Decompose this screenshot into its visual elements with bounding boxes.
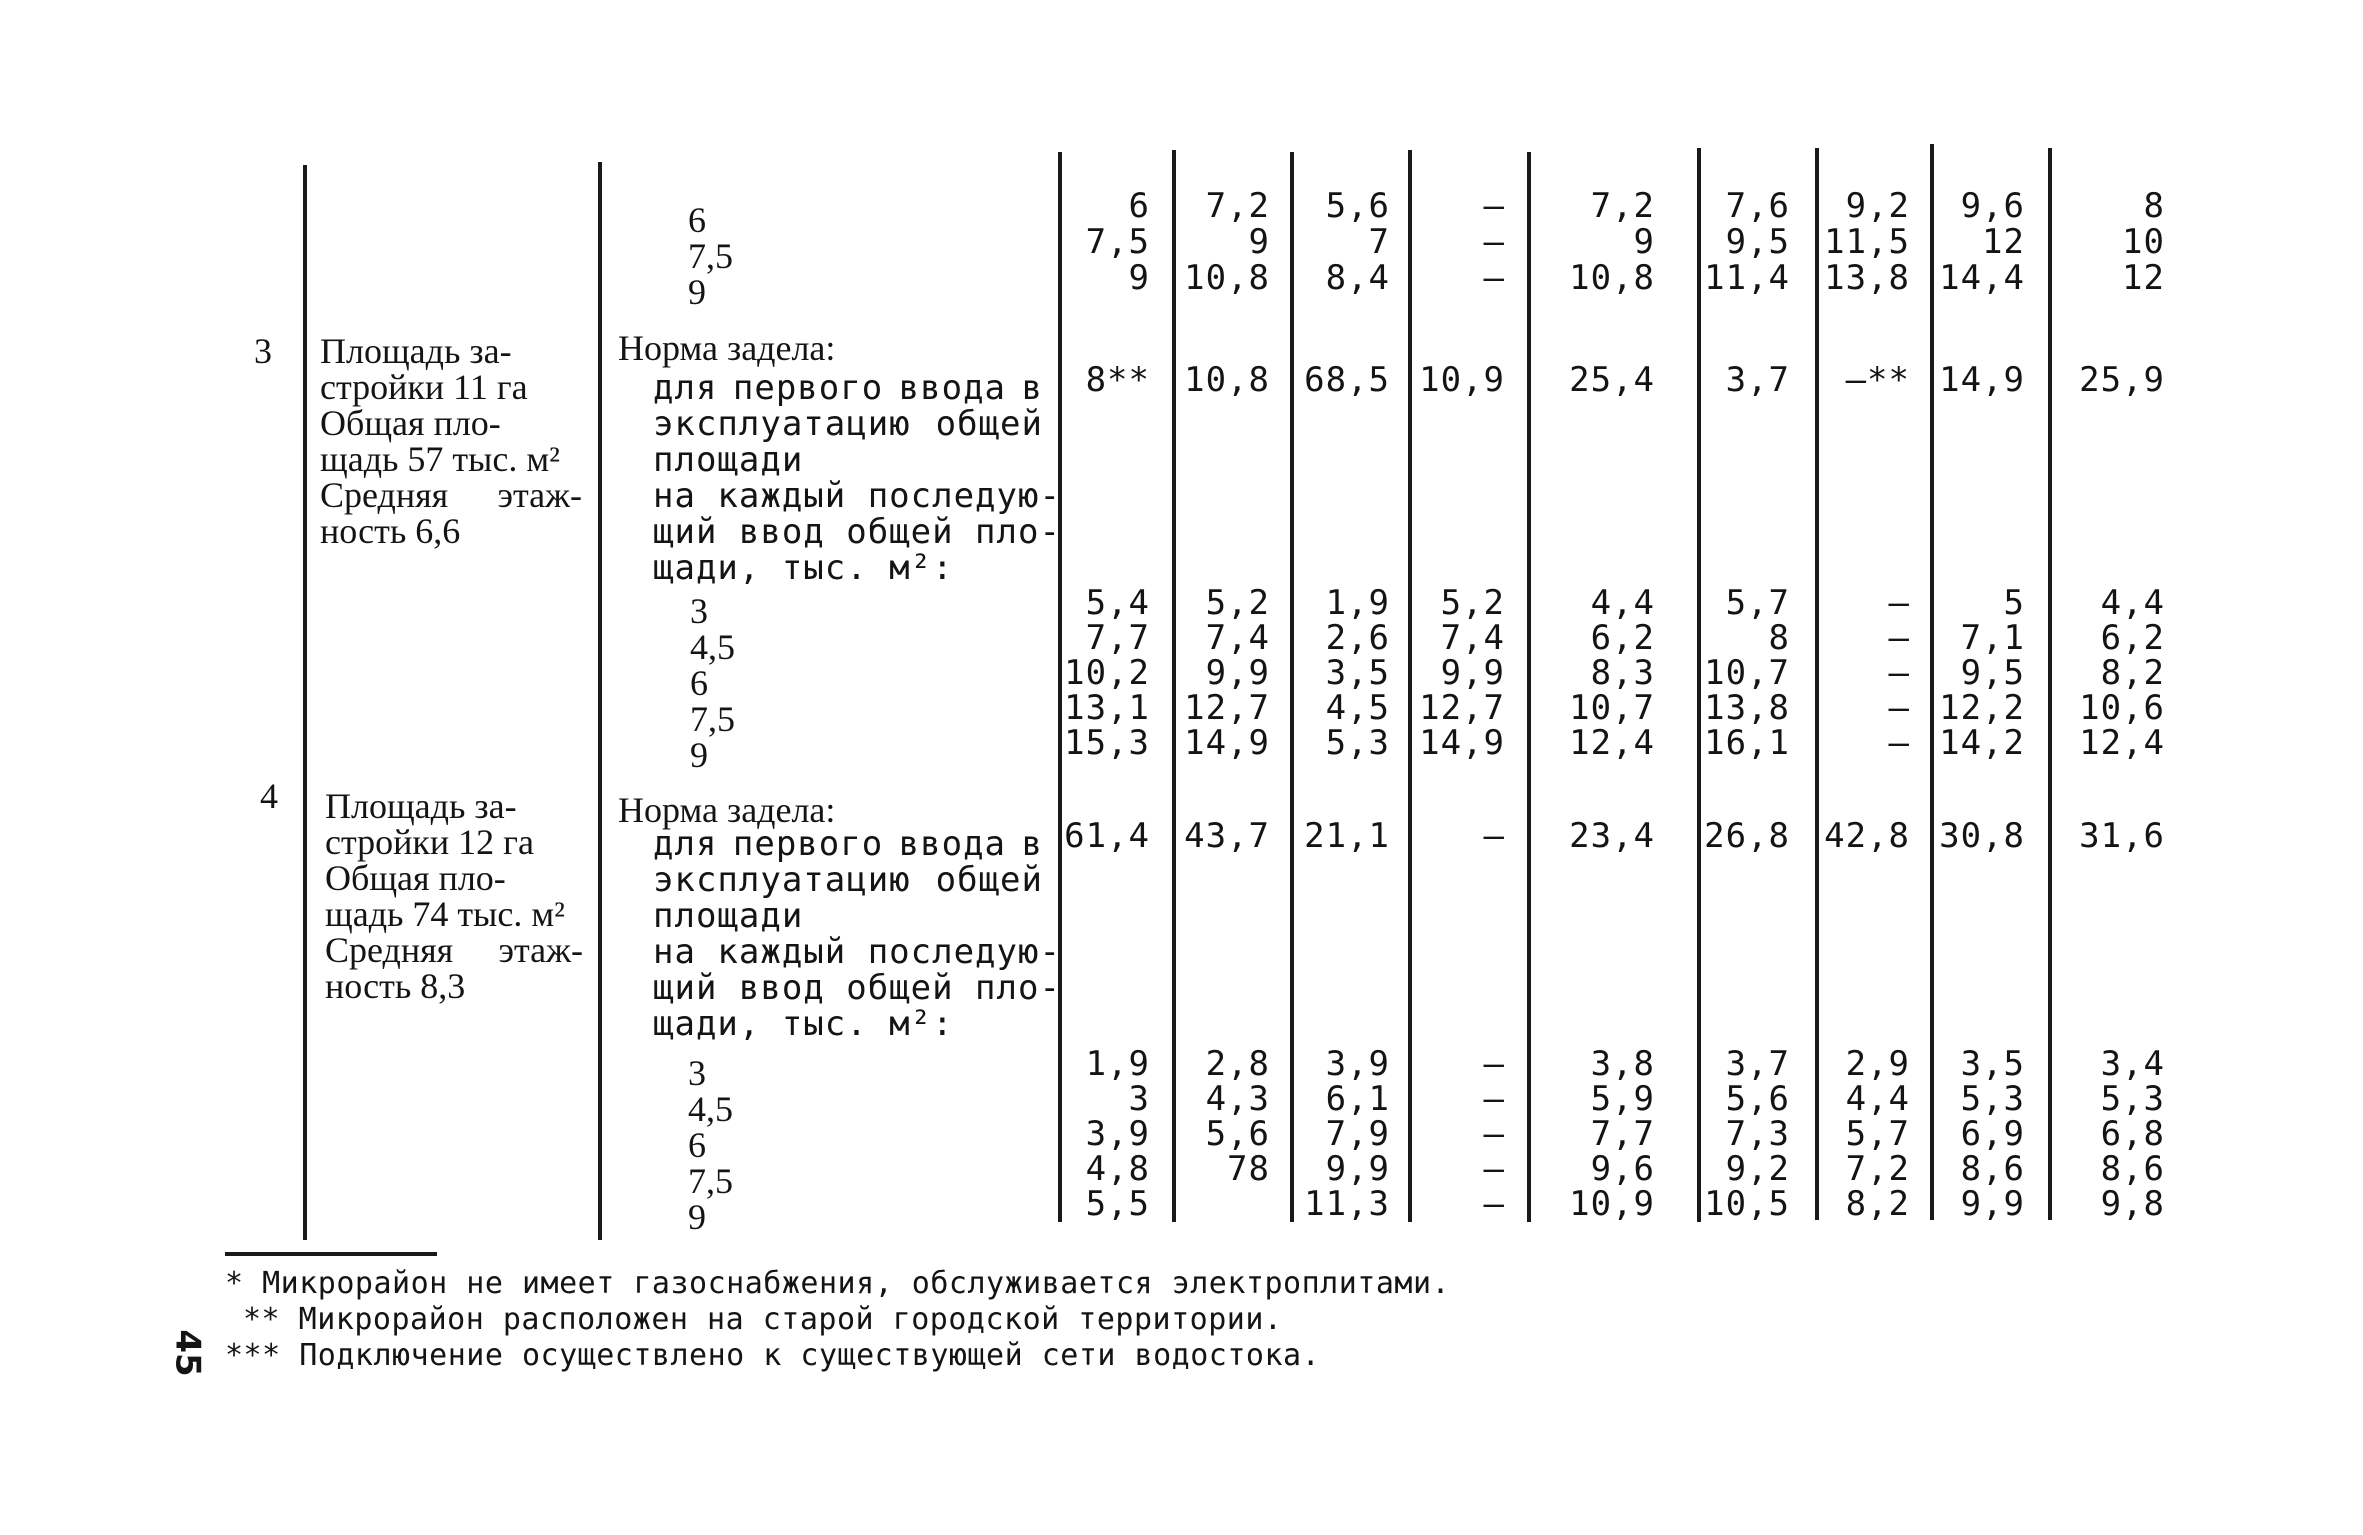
table-cell: 9,2 [1725, 1149, 1790, 1189]
first-input-label: эксплуатацию общей [653, 860, 1043, 900]
column-rule [1058, 152, 1062, 1222]
first-input-cell: 43,7 [1184, 816, 1270, 856]
table-cell: 14,9 [1419, 723, 1505, 763]
first-input-cell: 23,4 [1569, 816, 1655, 856]
table-cell: — [1483, 258, 1505, 298]
table-cell: 5,6 [1325, 186, 1390, 226]
table-cell: 12 [1982, 222, 2025, 262]
norm-value: 6 [688, 1125, 706, 1165]
first-input-cell: 68,5 [1304, 360, 1390, 400]
first-input-cell: 26,8 [1704, 816, 1790, 856]
description-word: этаж- [498, 930, 583, 970]
first-input-label: эксплуатацию общей [653, 404, 1043, 444]
table-cell: 7,3 [1725, 1114, 1790, 1154]
table-cell: 6,8 [2100, 1114, 2165, 1154]
norm-value: 4,5 [688, 1089, 733, 1129]
table-cell: 1,9 [1325, 583, 1390, 623]
table-cell: — [1483, 1044, 1505, 1084]
table-cell: — [1888, 653, 1910, 693]
table-cell: 8,2 [1845, 1184, 1910, 1224]
table-cell: 9 [1248, 222, 1270, 262]
norm-value: 9 [688, 272, 706, 312]
table-cell: 9 [1128, 258, 1150, 298]
first-input-cell: 14,9 [1939, 360, 2025, 400]
first-input-cell: 21,1 [1304, 816, 1390, 856]
table-cell: 10,2 [1064, 653, 1150, 693]
norm-value: 6 [690, 663, 708, 703]
table-cell: 6,2 [1590, 618, 1655, 658]
table-cell: 8,4 [1325, 258, 1390, 298]
table-cell: 3 [1128, 1079, 1150, 1119]
description-line: ность 6,6 [320, 511, 461, 551]
table-cell: 12 [2122, 258, 2165, 298]
table-cell: — [1483, 1079, 1505, 1119]
table-cell: 9 [1633, 222, 1655, 262]
table-cell: 10,5 [1704, 1184, 1790, 1224]
table-cell: 10,8 [1184, 258, 1270, 298]
norm-value: 9 [688, 1197, 706, 1237]
first-input-cell: 8** [1085, 360, 1150, 400]
table-cell: 10,8 [1569, 258, 1655, 298]
norm-value: 7,5 [688, 1161, 733, 1201]
table-cell: 15,3 [1064, 723, 1150, 763]
description-word: Средняя [320, 475, 449, 515]
table-cell: 9,5 [1960, 653, 2025, 693]
norm-value: 6 [688, 200, 706, 240]
column-rule [303, 165, 307, 1240]
description-word: Средняя [325, 930, 454, 970]
table-cell: 3,8 [1590, 1044, 1655, 1084]
table-cell: 9,9 [1325, 1149, 1390, 1189]
norm-value: 7,5 [690, 699, 735, 739]
table-cell: 10,7 [1569, 688, 1655, 728]
table-cell: 6 [1128, 186, 1150, 226]
first-input-cell: 61,4 [1064, 816, 1150, 856]
table-cell: 11,4 [1704, 258, 1790, 298]
first-input-cell: 25,9 [2079, 360, 2165, 400]
table-cell: 7,1 [1960, 618, 2025, 658]
norm-value: 3 [688, 1053, 706, 1093]
table-cell: 8 [1768, 618, 1790, 658]
next-input-label: щади, тыс. м²: [653, 1004, 954, 1044]
column-rule [598, 162, 602, 1240]
table-cell: 7 [1368, 222, 1390, 262]
table-cell: 78 [1227, 1149, 1270, 1189]
norm-value: 7,5 [688, 236, 733, 276]
description-line [320, 477, 582, 513]
table-cell: — [1888, 618, 1910, 658]
table-cell: 6,1 [1325, 1079, 1390, 1119]
description-line: Общая пло- [325, 858, 506, 898]
table-cell: 5,7 [1845, 1114, 1910, 1154]
description-line: Площадь за- [320, 331, 512, 371]
next-input-label: на каждый последую- [653, 932, 1061, 972]
description-word: этаж- [497, 475, 582, 515]
table-cell: 14,9 [1184, 723, 1270, 763]
table-cell: 7,5 [1085, 222, 1150, 262]
first-input-label: площади [653, 440, 804, 480]
table-cell: 3,5 [1960, 1044, 2025, 1084]
table-cell: 9,6 [1590, 1149, 1655, 1189]
description-line: щадь 57 тыс. м² [320, 439, 560, 479]
table-cell: 3,9 [1085, 1114, 1150, 1154]
table-cell: 12,7 [1419, 688, 1505, 728]
table-cell: 2,9 [1845, 1044, 1910, 1084]
table-cell: 5 [2003, 583, 2025, 623]
table-cell: 5,6 [1725, 1079, 1790, 1119]
table-cell: 4,4 [1845, 1079, 1910, 1119]
column-rule [1527, 152, 1531, 1222]
table-cell: 9,5 [1725, 222, 1790, 262]
table-cell: 9,6 [1960, 186, 2025, 226]
table-cell: — [1483, 1149, 1505, 1189]
table-cell: 4,4 [2100, 583, 2165, 623]
table-cell: 9,2 [1845, 186, 1910, 226]
description-line [325, 932, 583, 968]
row-number: 3 [254, 331, 272, 371]
table-cell: 10,7 [1704, 653, 1790, 693]
table-cell: 7,6 [1725, 186, 1790, 226]
table-cell: 12,2 [1939, 688, 2025, 728]
table-cell: 6,9 [1960, 1114, 2025, 1154]
table-cell: 5,2 [1440, 583, 1505, 623]
description-line: стройки 12 га [325, 822, 534, 862]
footnote: * Микрорайон не имеет газоснабжения, обслуживается электроплитами. [225, 1266, 1451, 1301]
table-cell: 4,8 [1085, 1149, 1150, 1189]
table-cell: — [1888, 688, 1910, 728]
table-cell: — [1483, 1184, 1505, 1224]
table-cell: 9,8 [2100, 1184, 2165, 1224]
norm-value: 9 [690, 735, 708, 775]
table-cell: 3,9 [1325, 1044, 1390, 1084]
table-cell: 12,7 [1184, 688, 1270, 728]
table-cell: 5,9 [1590, 1079, 1655, 1119]
table-cell: 7,9 [1325, 1114, 1390, 1154]
column-rule [1697, 148, 1701, 1222]
description-line: ность 8,3 [325, 966, 466, 1006]
column-rule [1815, 148, 1819, 1220]
table-cell: 8 [2143, 186, 2165, 226]
table-cell: 7,4 [1440, 618, 1505, 658]
table-cell: — [1888, 583, 1910, 623]
table-cell: 4,3 [1205, 1079, 1270, 1119]
table-cell: 14,4 [1939, 258, 2025, 298]
table-cell: 5,7 [1725, 583, 1790, 623]
first-input-cell: — [1483, 816, 1505, 856]
table-cell: 11,5 [1824, 222, 1910, 262]
table-cell: 11,3 [1304, 1184, 1390, 1224]
first-input-cell: 42,8 [1824, 816, 1910, 856]
table-cell: 3,4 [2100, 1044, 2165, 1084]
table-cell: 9,9 [1960, 1184, 2025, 1224]
table-cell: 5,2 [1205, 583, 1270, 623]
table-cell: 8,3 [1590, 653, 1655, 693]
first-input-cell: 10,9 [1419, 360, 1505, 400]
table-cell: 7,2 [1205, 186, 1270, 226]
description-line: Площадь за- [325, 786, 517, 826]
description-line: щадь 74 тыс. м² [325, 894, 565, 934]
table-cell: 5,4 [1085, 583, 1150, 623]
table-cell: 7,7 [1085, 618, 1150, 658]
table-cell: 5,5 [1085, 1184, 1150, 1224]
column-rule [2048, 148, 2052, 1220]
table-cell: 10,9 [1569, 1184, 1655, 1224]
table-cell: 3,5 [1325, 653, 1390, 693]
next-input-label: щий ввод общей пло- [653, 512, 1061, 552]
footnote: *** Подключение осуществлено к существующей сети водостока. [225, 1338, 1321, 1373]
footnote-rule [225, 1252, 437, 1256]
norm-value: 4,5 [690, 627, 735, 667]
table-cell: 1,9 [1085, 1044, 1150, 1084]
table-cell: 7,4 [1205, 618, 1270, 658]
first-input-cell: 3,7 [1725, 360, 1790, 400]
table-cell: 12,4 [2079, 723, 2165, 763]
norm-title: Норма задела: [618, 790, 836, 830]
first-input-label: для первого ввода в [653, 824, 1043, 864]
table-cell: 14,2 [1939, 723, 2025, 763]
table-cell: — [1483, 222, 1505, 262]
row-number: 4 [260, 776, 278, 816]
table-cell: 8,2 [2100, 653, 2165, 693]
next-input-label: щади, тыс. м²: [653, 548, 954, 588]
table-cell: 3,7 [1725, 1044, 1790, 1084]
table-cell: 2,8 [1205, 1044, 1270, 1084]
table-cell: 12,4 [1569, 723, 1655, 763]
table-cell: 13,1 [1064, 688, 1150, 728]
table-cell: — [1483, 1114, 1505, 1154]
table-cell: 9,9 [1205, 653, 1270, 693]
table-cell: 7,7 [1590, 1114, 1655, 1154]
footnote: ** Микрорайон расположен на старой городской территории. [243, 1302, 1283, 1337]
table-cell: 8,6 [2100, 1149, 2165, 1189]
column-rule [1290, 152, 1294, 1222]
first-input-cell: —** [1845, 360, 1910, 400]
description-line: Общая пло- [320, 403, 501, 443]
table-cell: 5,3 [1960, 1079, 2025, 1119]
table-cell: — [1483, 186, 1505, 226]
first-input-cell: 10,8 [1184, 360, 1270, 400]
first-input-cell: 30,8 [1939, 816, 2025, 856]
column-rule [1408, 150, 1412, 1222]
table-cell: 9,9 [1440, 653, 1505, 693]
table-cell: — [1888, 723, 1910, 763]
table-cell: 13,8 [1704, 688, 1790, 728]
table-cell: 13,8 [1824, 258, 1910, 298]
table-cell: 2,6 [1325, 618, 1390, 658]
first-input-cell: 25,4 [1569, 360, 1655, 400]
column-rule [1172, 150, 1176, 1222]
norm-value: 3 [690, 591, 708, 631]
next-input-label: щий ввод общей пло- [653, 968, 1061, 1008]
table-cell: 10,6 [2079, 688, 2165, 728]
table-cell: 7,2 [1845, 1149, 1910, 1189]
first-input-label: для первого ввода в [653, 368, 1043, 408]
table-cell: 5,3 [1325, 723, 1390, 763]
table-cell: 10 [2122, 222, 2165, 262]
table-cell: 8,6 [1960, 1149, 2025, 1189]
table-cell: 16,1 [1704, 723, 1790, 763]
description-line: стройки 11 га [320, 367, 528, 407]
table-cell: 5,3 [2100, 1079, 2165, 1119]
first-input-cell: 31,6 [2079, 816, 2165, 856]
table-cell: 5,6 [1205, 1114, 1270, 1154]
norm-title: Норма задела: [618, 328, 836, 368]
table-cell: 7,2 [1590, 186, 1655, 226]
next-input-label: на каждый последую- [653, 476, 1061, 516]
table-cell: 6,2 [2100, 618, 2165, 658]
first-input-label: площади [653, 896, 804, 936]
table-cell: 4,4 [1590, 583, 1655, 623]
table-cell: 4,5 [1325, 688, 1390, 728]
page-number: 45 [167, 1329, 208, 1377]
column-rule [1930, 144, 1934, 1220]
